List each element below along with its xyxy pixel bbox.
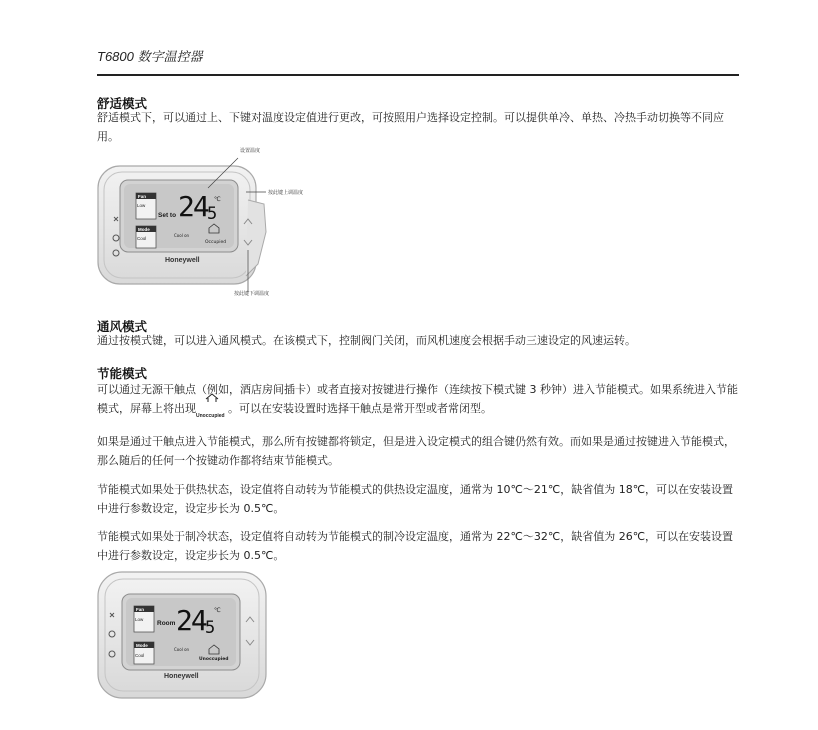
fan-label: Fan	[136, 607, 145, 612]
unoccupied-status: Unoccupied	[199, 657, 229, 662]
unit-label: ℃	[214, 196, 221, 203]
temperature-decimal: 5	[205, 618, 216, 638]
unit-label: ℃	[214, 607, 221, 614]
fan-label: Fan	[138, 194, 147, 199]
page-header	[97, 44, 739, 76]
mode-label: Mode	[138, 227, 150, 232]
unoccupied-inline-icon	[196, 401, 228, 419]
callout-down-key: 按此键下调温度	[234, 291, 270, 297]
temperature-display: 24	[178, 190, 208, 223]
energy-mode-text-2: 如果是通过干触点进入节能模式，那么所有按键都将锁定，但是进入设定模式的组合键仍然有效。而如果是通过按键进入节能模式，那么随后的任何一个按键动作都将结束节能模式。	[97, 435, 735, 467]
energy-mode-title: 节能模式	[97, 366, 148, 381]
brand-logo: Honeywell	[164, 673, 199, 680]
energy-text-1b: 。可以在安装设置时选择干触点是常开型或者常闭型。	[228, 402, 492, 415]
ventilation-mode-title: 通风模式	[97, 319, 148, 334]
occupied-status: Occupied	[205, 240, 227, 245]
thermostat-image-unoccupied	[96, 570, 268, 700]
comfort-mode-title: 舒适模式	[97, 96, 148, 111]
house-icon	[205, 393, 219, 403]
cool-on-label: Cool on	[174, 647, 190, 652]
brand-logo: Honeywell	[165, 257, 200, 264]
fan-speed-value: Low	[137, 203, 146, 208]
energy-text-1a: 可以通过无源干触点（例如，酒店房间插卡）或者直接对按键进行操作（连续按下模式键 3 秒钟）进入节能模式。如果系统进入节能模式，屏幕上将出现	[97, 383, 738, 415]
energy-mode-text-4: 节能模式如果处于制冷状态，设定值将自动转为节能模式的制冷设定温度，通常为 22℃～32℃，缺省值为 26℃，可以在安装设置中进行参数设定，设定步长为 0.5℃。	[97, 530, 734, 562]
thermostat-image-comfort	[96, 140, 336, 302]
room-label: Room	[157, 620, 176, 627]
callout-up-key: 按此键上调温度	[268, 190, 304, 196]
temperature-decimal: 5	[207, 204, 218, 224]
fan-speed-value: Low	[135, 617, 144, 622]
energy-mode-text-1	[97, 380, 742, 418]
mode-value: Cool	[135, 653, 145, 658]
temperature-display: 24	[176, 604, 206, 637]
mode-label: Mode	[136, 643, 148, 648]
mode-value: Cool	[137, 236, 147, 241]
cool-on-label: Cool on	[174, 233, 190, 238]
energy-mode-text-3: 节能模式如果处于供热状态，设定值将自动转为节能模式的供热设定温度，通常为 10℃～21℃，缺省值为 18℃，可以在安装设置中进行参数设定，设定步长为 0.5℃。	[97, 483, 734, 515]
page-title: T6800 数字温控器	[97, 49, 203, 64]
comfort-mode-text: 舒适模式下，可以通过上、下键对温度设定值进行更改，可按照用户选择设定控制。可以提供单冷、单热、冷热手动切换等不同应用。	[97, 111, 724, 143]
unoccupied-inline-label: Unoccupied	[196, 413, 225, 419]
callout-setpoint: 设置温度	[240, 148, 261, 154]
setpoint-label: Set to	[158, 212, 177, 219]
ventilation-mode-text: 通过按模式键，可以进入通风模式。在该模式下，控制阀门关闭，而风机速度会根据手动三速设定的风速运转。	[97, 334, 636, 347]
